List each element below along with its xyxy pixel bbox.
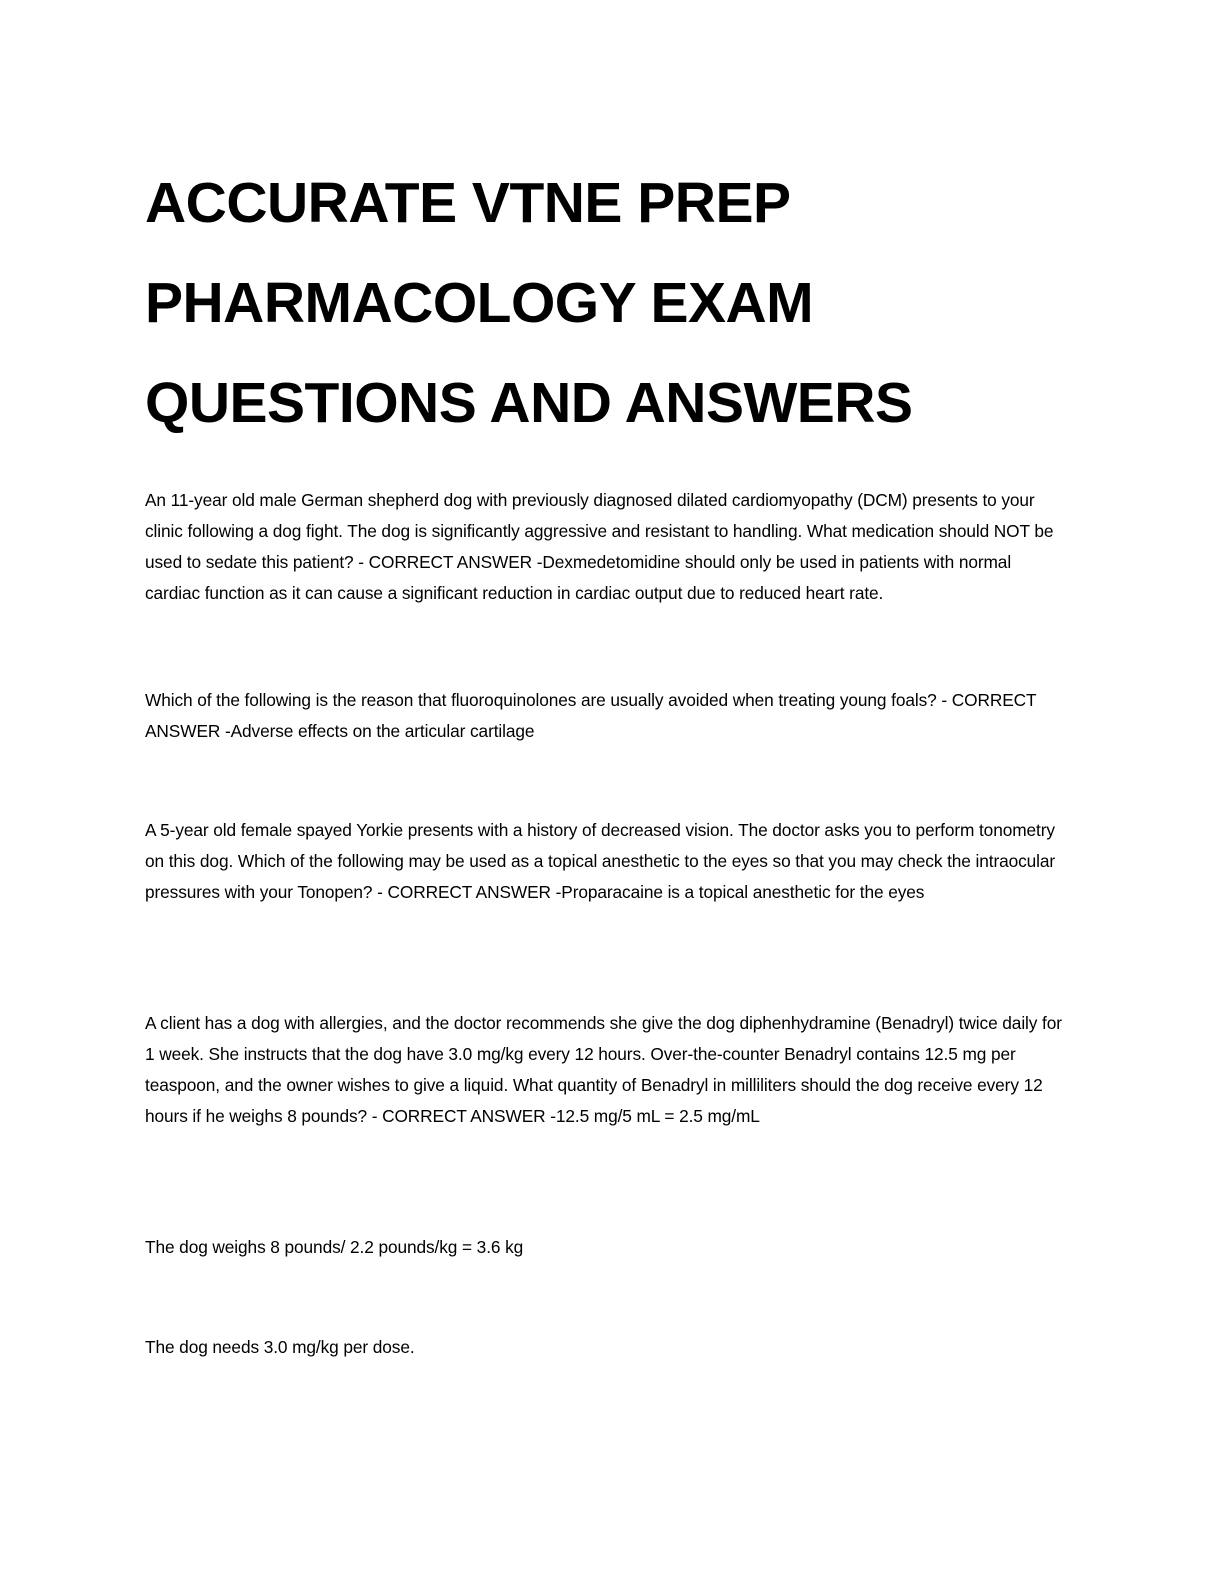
question-benadryl-dose: A client has a dog with allergies, and the doctor recommends she give the dog diphenhydramine (Benadryl) twice daily for 1 week. She instructs that the dog have 3.0 mg/kg every 12 hours. Over-the-counter Benadryl contains 12.5 mg per teaspoon, and the owner wishes to give a liquid. What quantity of Benadryl in milliliters should the dog receive every 12 hours if he weighs 8 pounds? - CORRECT ANSWER -12.5 mg/5 mL = 2.5 mg/mL	[145, 1013, 1062, 1126]
title-line: ACCURATE VTNE PREP	[145, 171, 791, 235]
document-title	[145, 153, 1145, 453]
question-fluoroquinolones-foals: Which of the following is the reason that fluoroquinolones are usually avoided when treating young foals? - CORRECT ANSWER -Adverse effects on the articular cartilage	[145, 690, 1037, 741]
answer-step-dose: The dog needs 3.0 mg/kg per dose.	[145, 1337, 415, 1357]
question-topical-eye-anesthetic: A 5-year old female spayed Yorkie presents with a history of decreased vision. The doctor asks you to perform tonometry on this dog. Which of the following may be used as a topical anesthetic to the eyes so that you may check the intraocular pressures with your Tonopen? - CORRECT ANSWER -Proparacaine is a topical anesthetic for the eyes	[145, 820, 1056, 902]
title-line: QUESTIONS AND ANSWERS	[145, 371, 913, 435]
answer-step-weight: The dog weighs 8 pounds/ 2.2 pounds/kg = 3.6 kg	[145, 1237, 524, 1257]
title-line: PHARMACOLOGY EXAM	[145, 271, 814, 335]
question-dcm-sedation: An 11-year old male German shepherd dog with previously diagnosed dilated cardiomyopathy (DCM) presents to your clinic following a dog fight. The dog is significantly aggressive and resistant to handling. What medication should NOT be used to sedate this patient? - CORRECT ANSWER -Dexmedetomidine should only be used in patients with normal cardiac function as it can cause a significant reduction in cardiac output due to reduced heart rate.	[145, 490, 1054, 603]
